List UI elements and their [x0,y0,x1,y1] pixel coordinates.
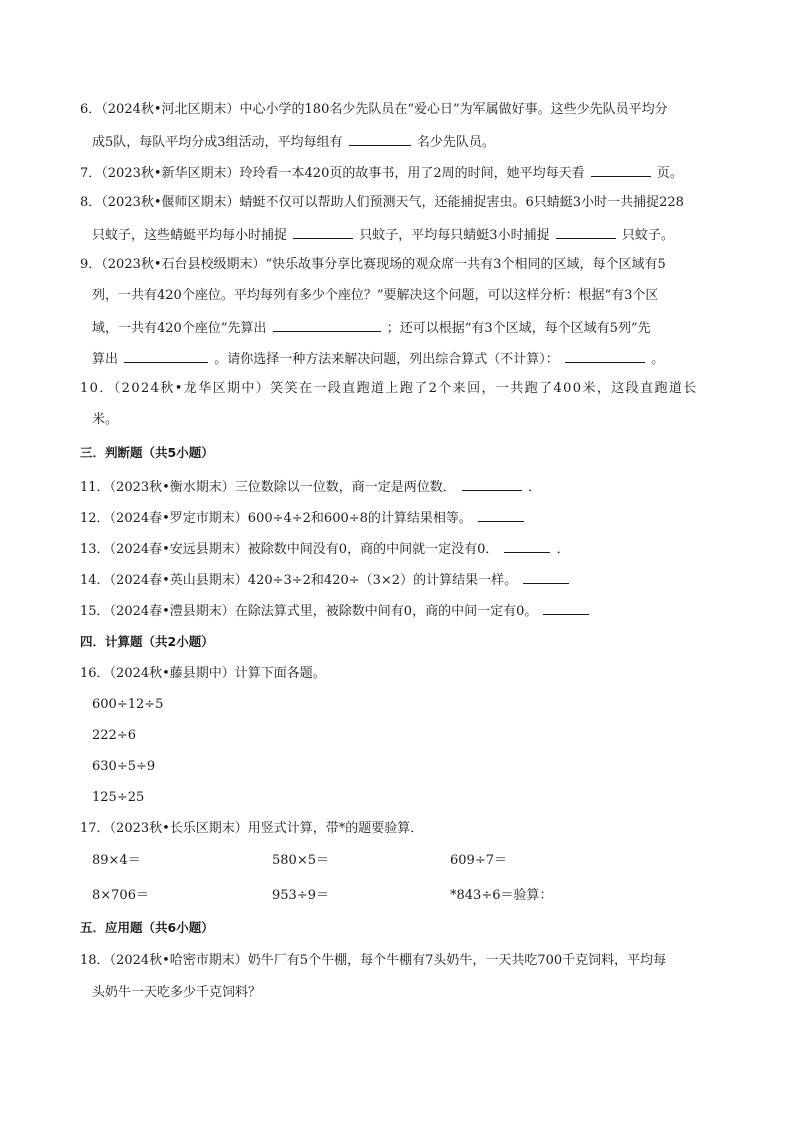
calc-item: 953÷9＝ [272,888,329,903]
question-17-title: 17．（2023秋•长乐区期末）用竖式计算，带*的题要验算． [80,821,424,836]
answer-blank[interactable] [462,477,522,491]
calc-item: 600÷12÷5 [92,697,164,712]
question-18-line-1: 18．（2024秋•哈密市期末）奶牛厂有5个牛棚，每个牛棚有7头奶牛，一天共吃700千克饲料，平均每 [80,953,667,968]
question-8-line-2: 只蚊子，这些蜻蜓平均每小时捕捉 只蚊子，平均每只蜻蜓3小时捕捉 只蚊子。 [92,225,674,245]
calc-item: *843÷6＝验算： [450,888,553,903]
answer-blank[interactable] [556,225,616,239]
calc-item: 222÷6 [92,728,136,743]
answer-blank[interactable] [565,349,645,363]
answer-blank[interactable] [124,349,208,363]
section-3-heading: 三．判断题（共5小题） [80,445,214,460]
answer-blank[interactable] [273,318,381,332]
answer-blank[interactable] [478,508,524,522]
calc-item: 125÷25 [92,790,145,805]
answer-blank[interactable] [591,163,651,177]
calc-item: 630÷5÷9 [92,759,156,774]
question-10-line-1: 10．（2024秋•龙华区期中）笑笑在一段直跑道上跑了2个来回，一共跑了400米，这段直跑道长 [80,381,698,396]
question-9-line-2: 列，一共有420个座位。平均每列有多少个座位？”要解决这个问题，可以这样分析：根据“有3个区 [92,288,659,303]
question-6-line-2: 成5队，每队平均分成3组活动，平均每组有 名少先队员。 [92,132,495,152]
answer-blank[interactable] [504,539,550,553]
answer-blank[interactable] [293,225,353,239]
question-15: 15．（2024春•澧县期末）在除法算式里，被除数中间有0，商的中间一定有0。 [80,601,591,621]
answer-blank[interactable] [349,132,411,146]
answer-blank[interactable] [543,601,589,615]
question-9-line-1: 9．（2023秋•石台县校级期末）“快乐故事分享比赛现场的观众席一共有3个相同的区域，每个区域有5 [80,257,666,272]
calc-item: 89×4＝ [92,853,141,868]
question-9-line-3: 域，一共有420个座位”先算出 ；还可以根据“有3个区域，每个区域有5列”先 [92,318,651,338]
question-7: 7．（2023秋•新华区期末）玲玲看一本420页的故事书，用了2周的时间，她平均每天看 页。 [80,163,683,183]
calc-item: 8×706＝ [92,888,149,903]
question-9-line-4: 算出 。请你选择一种方法来解决问题，列出综合算式（不计算）： 。 [92,349,664,369]
question-16-title: 16．（2024秋•藤县期中）计算下面各题。 [80,666,326,681]
answer-blank[interactable] [523,570,569,584]
calc-item: 609÷7＝ [450,853,507,868]
section-4-heading: 四．计算题（共2小题） [80,634,214,649]
question-11: 11．（2023秋•衡水期末）三位数除以一位数，商一定是两位数． ． [80,477,541,497]
question-18-line-2: 头奶牛一天吃多少千克饲料？ [92,985,262,1000]
question-10-line-2: 米。 [92,412,119,427]
question-13: 13．（2024春•安远县期末）被除数中间没有0，商的中间就一定没有0． ． [80,539,570,559]
question-8-line-1: 8．（2023秋•偃师区期末）蜻蜓不仅可以帮助人们预测天气，还能捕捉害虫。6只蜻蜓3小时一共捕捉228 [80,195,684,210]
calc-item: 580×5＝ [272,853,329,868]
section-5-heading: 五．应用题（共6小题） [80,920,214,935]
question-12: 12．（2024春•罗定市期末）600÷4÷2和600÷8的计算结果相等。 [80,508,526,528]
question-6-line-1: 6．（2024秋•河北区期末）中心小学的180名少先队员在“爱心日”为军属做好事。这些少先队员平均分 [80,102,668,117]
question-14: 14．（2024春•英山县期末）420÷3÷2和420÷（3×2）的计算结果一样。 [80,570,571,590]
